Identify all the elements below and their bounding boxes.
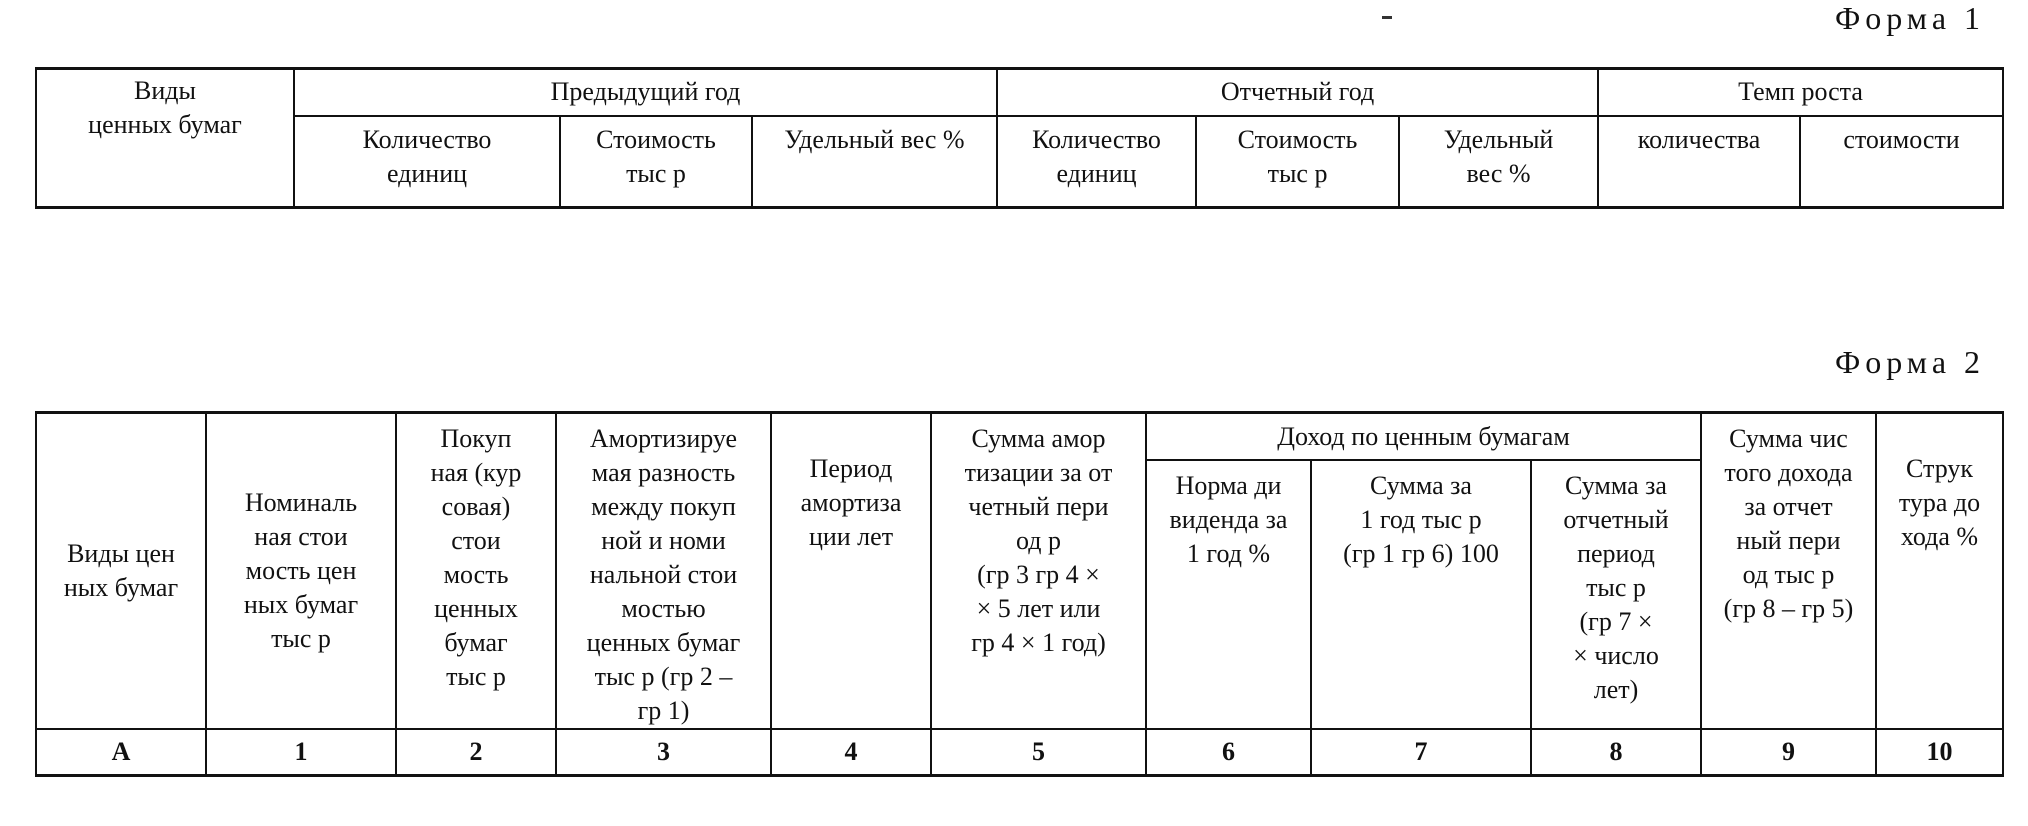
form2-header-col-4: Период амортиза ции лет [771, 413, 931, 730]
form1-table [35, 67, 2004, 209]
form2-header-col-a: Виды цен ных бумаг [36, 413, 206, 730]
scan-mark [1382, 16, 1392, 19]
form2-header-col-1: Номиналь ная стои мость цен ных бумаг тыс р [206, 413, 396, 730]
form2-colnum-8: 8 [1531, 729, 1701, 775]
form1-header-security-types: Виды ценных бумаг [36, 69, 294, 208]
form2-header-col-8: Сумма за отчетный период тыс р (гр 7 × × число лет) [1531, 460, 1701, 729]
form2-header-income-group: Доход по ценным бумагам [1146, 413, 1701, 460]
form2-colnum-10: 10 [1876, 729, 2003, 775]
form2-header-col-2: Покуп ная (кур совая) стои мость ценных бумаг тыс р [396, 413, 556, 730]
form2-header-col-9: Сумма чис того дохода за отчет ный пери од тыс р (гр 8 – гр 5) [1701, 413, 1876, 730]
form2-header-col-10: Струк тура до хода % [1876, 413, 2003, 730]
form2-colnum-9: 9 [1701, 729, 1876, 775]
form1-header-growth-cost: стоимости [1800, 116, 2003, 208]
form1-header-growth-rate: Темп роста [1598, 69, 2003, 116]
form2-header-col-6: Норма ди виденда за 1 год % [1146, 460, 1311, 729]
form1-header-reporting-year: Отчетный год [997, 69, 1598, 116]
form1-header-prev-quantity: Количество единиц [294, 116, 560, 208]
form1-header-growth-quantity: количества [1598, 116, 1800, 208]
form1-title: Форма 1 [1835, 0, 1986, 36]
form2-colnum-3: 3 [556, 729, 771, 775]
form2-colnum-7: 7 [1311, 729, 1531, 775]
form1-header-rep-cost: Стоимость тыс р [1196, 116, 1399, 208]
form2-colnum-1: 1 [206, 729, 396, 775]
form2-colnum-6: 6 [1146, 729, 1311, 775]
form2-header-col-3: Амортизируе мая разность между покуп ной и номи нальной стои мостью ценных бумаг тыс р (гр 2 – гр 1) [556, 413, 771, 730]
form2-colnum-a: А [36, 729, 206, 775]
form1-header-previous-year: Предыдущий год [294, 69, 997, 116]
form2-header-col-7: Сумма за 1 год тыс р (гр 1 гр 6) 100 [1311, 460, 1531, 729]
form1-header-prev-share: Удельный вес % [752, 116, 997, 208]
form2-colnum-4: 4 [771, 729, 931, 775]
form1-header-prev-cost: Стоимость тыс р [560, 116, 752, 208]
form2-colnum-2: 2 [396, 729, 556, 775]
form2-table [35, 411, 2004, 777]
form1-header-rep-share: Удельный вес % [1399, 116, 1598, 208]
form2-title: Форма 2 [1835, 344, 1986, 380]
form1-header-rep-quantity: Количество единиц [997, 116, 1196, 208]
form2-header-col-5: Сумма амор тизации за от четный пери од р (гр 3 гр 4 × × 5 лет или гр 4 × 1 год) [931, 413, 1146, 730]
form2-colnum-5: 5 [931, 729, 1146, 775]
